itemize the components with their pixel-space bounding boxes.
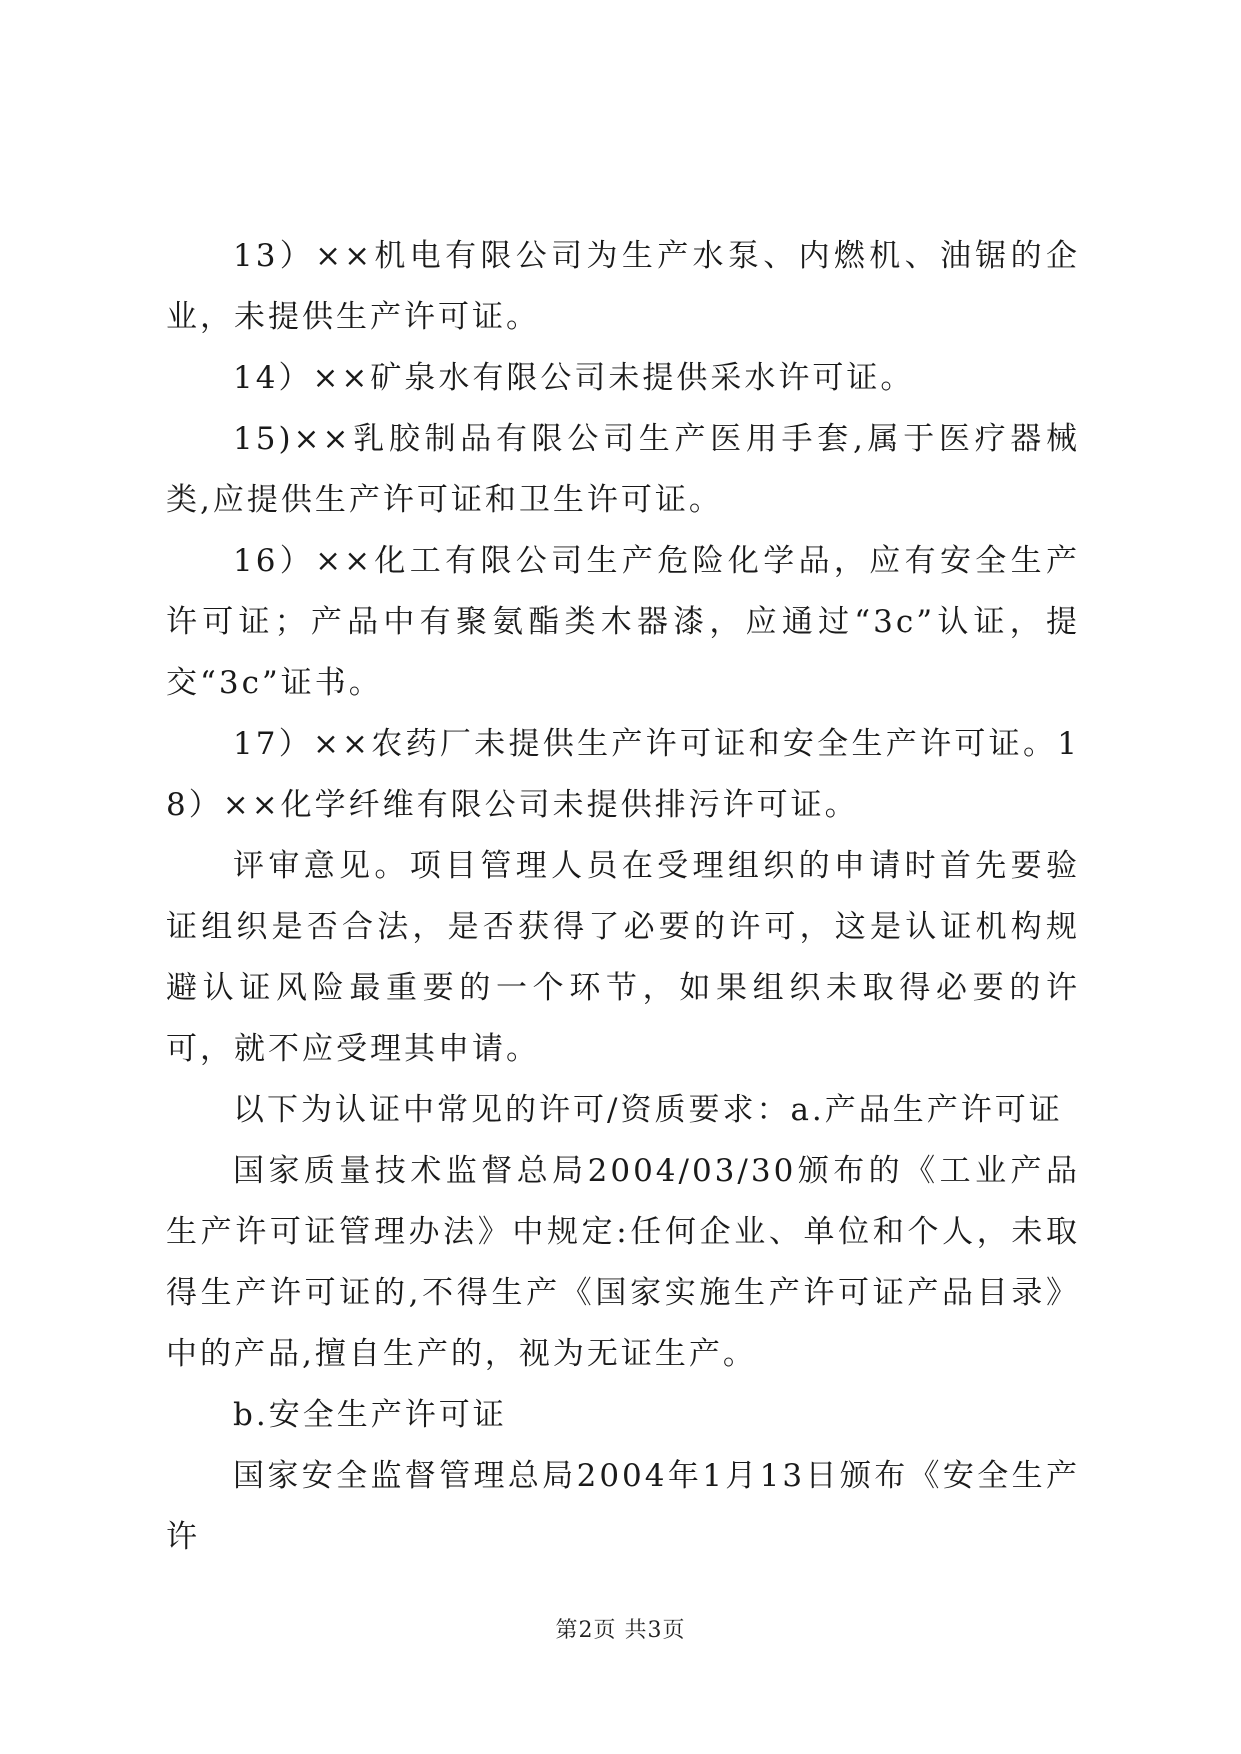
paragraph-17-18: 17）××农药厂未提供生产许可证和安全生产许可证。18）××化学纤维有限公司未提供排污许可证。 [166, 726, 1080, 823]
paragraph-15: 15)××乳胶制品有限公司生产医用手套,属于医疗器械类,应提供生产许可证和卫生许可证。 [166, 421, 1080, 518]
paragraph-safety-license-heading: b.安全生产许可证 [233, 1397, 507, 1433]
document-body [166, 226, 1080, 1568]
paragraph-safety-license: 国家安全监督管理总局2004年1月13日颁布《安全生产许 [166, 1458, 1080, 1555]
paragraph-14: 14）××矿泉水有限公司未提供采水许可证。 [233, 360, 915, 396]
paragraph-production-license: 国家质量技术监督总局2004/03/30颁布的《工业产品生产许可证管理办法》中规定:任何企业、单位和个人，未取得生产许可证的,不得生产《国家实施生产许可证产品目录》中的产品,擅自生产的，视为无证生产。 [166, 1153, 1080, 1372]
paragraph-review-opinion: 评审意见。项目管理人员在受理组织的申请时首先要验证组织是否合法，是否获得了必要的许可，这是认证机构规避认证风险最重要的一个环节，如果组织未取得必要的许可，就不应受理其申请。 [166, 848, 1080, 1067]
page-number-footer: 第2页 共3页 [555, 1618, 686, 1643]
paragraph-common-requirements: 以下为认证中常见的许可/资质要求：a.产品生产许可证 [233, 1092, 1063, 1128]
paragraph-13: 13）××机电有限公司为生产水泵、内燃机、油锯的企业，未提供生产许可证。 [166, 238, 1080, 335]
paragraph-16: 16）××化工有限公司生产危险化学品，应有安全生产许可证；产品中有聚氨酯类木器漆，应通过“3c”认证，提交“3c”证书。 [166, 543, 1080, 701]
